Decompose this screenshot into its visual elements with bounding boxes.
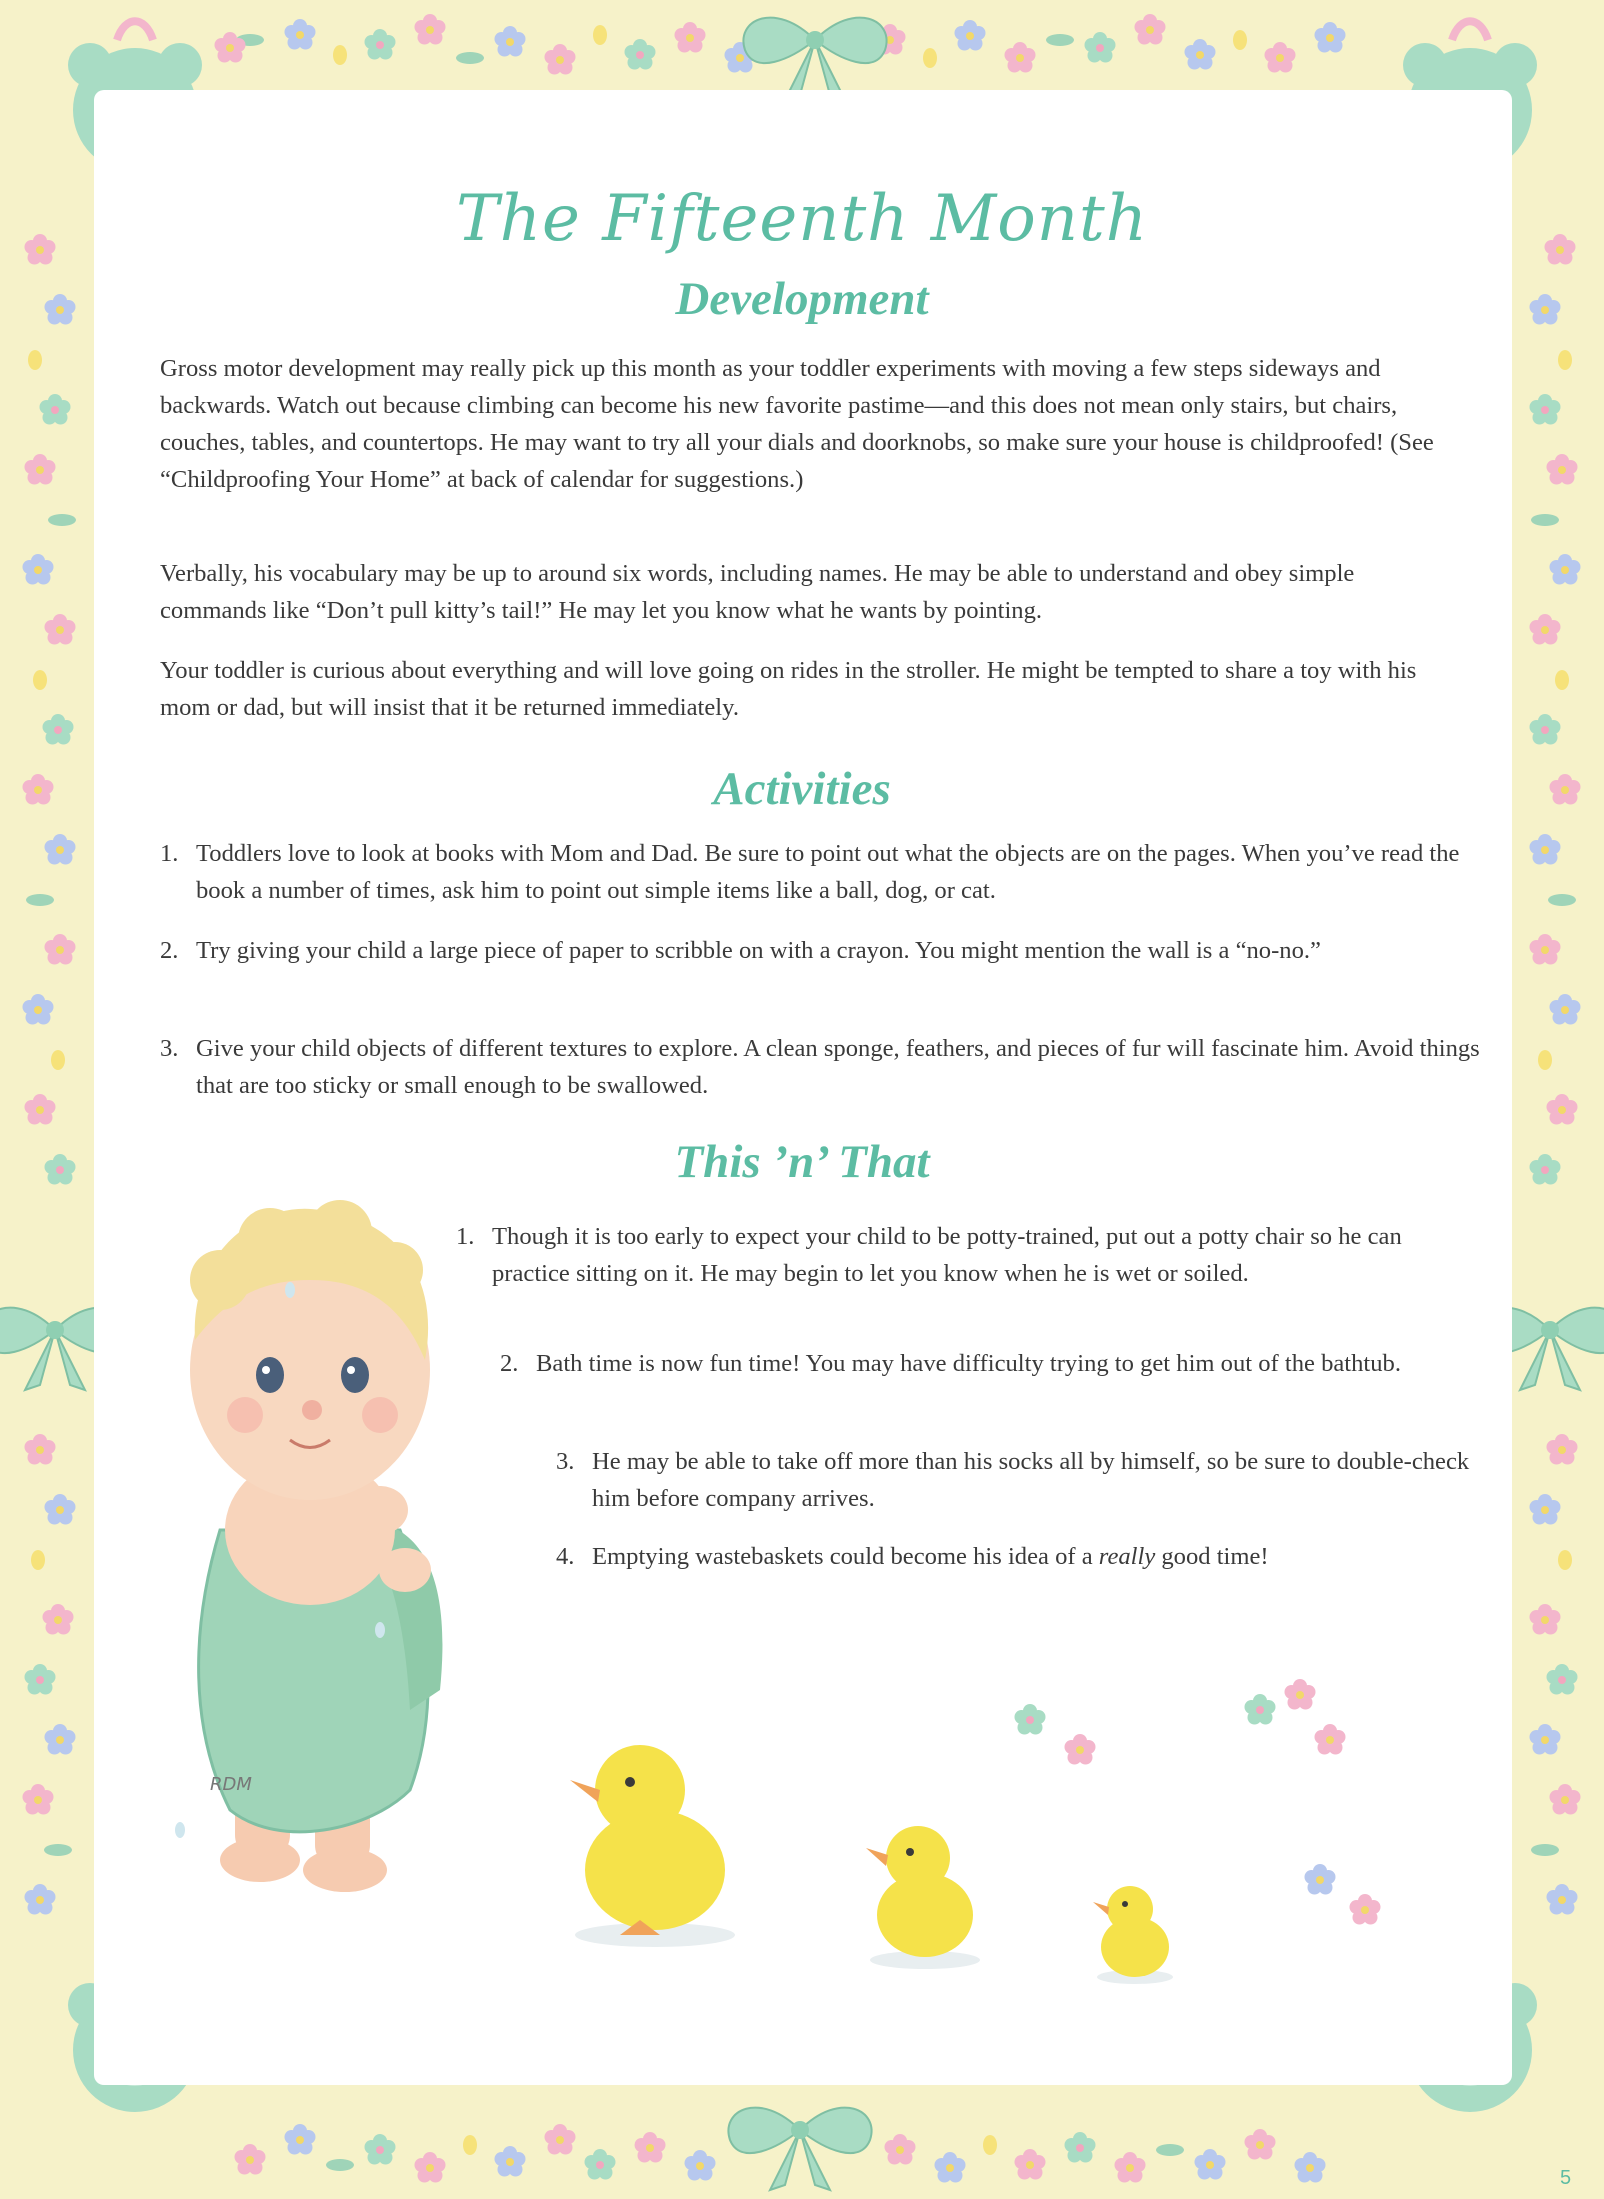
- this-n-that-heading: This ’n’ That: [674, 1136, 930, 1188]
- tip-item: [556, 1538, 1492, 1575]
- activity-item: [160, 932, 1486, 969]
- item-text: Give your child objects of different textures to explore. A clean sponge, feathers, and pieces of fur will fascinate him. Avoid things that are too sticky or small enough to be swallowed.: [196, 1035, 1480, 1099]
- item-number: 3.: [160, 1035, 179, 1062]
- item-number: 2.: [500, 1350, 519, 1377]
- item-text: Try giving your child a large piece of paper to scribble on with a crayon. You might mention the wall is a “no-no.”: [196, 937, 1321, 964]
- page-title: The Fifteenth Month: [456, 182, 1148, 256]
- artist-signature: RDM: [210, 1774, 252, 1795]
- activities-heading: Activities: [713, 763, 891, 815]
- item-text: He may be able to take off more than his socks all by himself, so be sure to double-check him before company arrives.: [592, 1448, 1470, 1512]
- item-text: [592, 1543, 1269, 1570]
- development-paragraph: Verbally, his vocabulary may be up to around six words, including names. He may be able to understand and obey simple commands like “Don’t pull kitty’s tail!” He may let you know what he wants by pointing.: [160, 560, 1355, 624]
- duckling-icon: [860, 1810, 990, 1970]
- tip-item: [456, 1218, 1452, 1292]
- baby-illustration: [150, 1170, 550, 1920]
- item-text: Though it is too early to expect your child to be potty-trained, put out a potty chair so he can practice sitting on it. He may begin to let you know when he is wet or soiled.: [492, 1223, 1402, 1287]
- development-paragraph: Your toddler is curious about everything and will love going on rides in the stroller. He might be tempted to share a toy with his mom or dad, but will insist that it be returned immediately.: [160, 657, 1417, 721]
- item-number: 1.: [456, 1223, 475, 1250]
- item-text: Bath time is now fun time! You may have difficulty trying to get him out of the bathtub.: [536, 1350, 1402, 1377]
- emphasis-text: really: [1098, 1543, 1156, 1570]
- development-paragraph: Gross motor development may really pick up this month as your toddler experiments with moving a few steps sideways and backwards. Watch out because climbing can become his new favorite pastime—and this does not mean only stairs, but chairs, couches, tables, and countertops. He may want to try all your dials and doorknobs, so make sure your house is childproofed! (See “Childproofing Your Home” at back of calendar for suggestions.): [160, 355, 1434, 493]
- flower-icon: [1290, 1850, 1400, 1950]
- item-text: Toddlers love to look at books with Mom and Dad. Be sure to point out what the objects are on the pages. When you’ve read the book a number of times, ask him to point out simple items like a ball, dog, or cat.: [196, 840, 1460, 904]
- item-text-part: good time!: [1155, 1543, 1269, 1570]
- item-text-part: Emptying wastebaskets could become his idea of a: [592, 1543, 1099, 1570]
- item-number: 3.: [556, 1448, 575, 1475]
- flower-icon: [1230, 1670, 1360, 1780]
- item-number: 1.: [160, 840, 179, 867]
- tip-item: [500, 1345, 1496, 1382]
- page-number: 5: [1560, 2167, 1572, 2189]
- flower-icon: [1000, 1690, 1120, 1800]
- item-number: 2.: [160, 937, 179, 964]
- development-heading: Development: [675, 273, 929, 325]
- item-number: 4.: [556, 1543, 575, 1570]
- activity-item: [160, 835, 1486, 909]
- duckling-icon: [560, 1720, 750, 1950]
- duckling-icon: [1090, 1875, 1180, 1985]
- tip-item: [556, 1443, 1492, 1517]
- activity-item: [160, 1030, 1486, 1104]
